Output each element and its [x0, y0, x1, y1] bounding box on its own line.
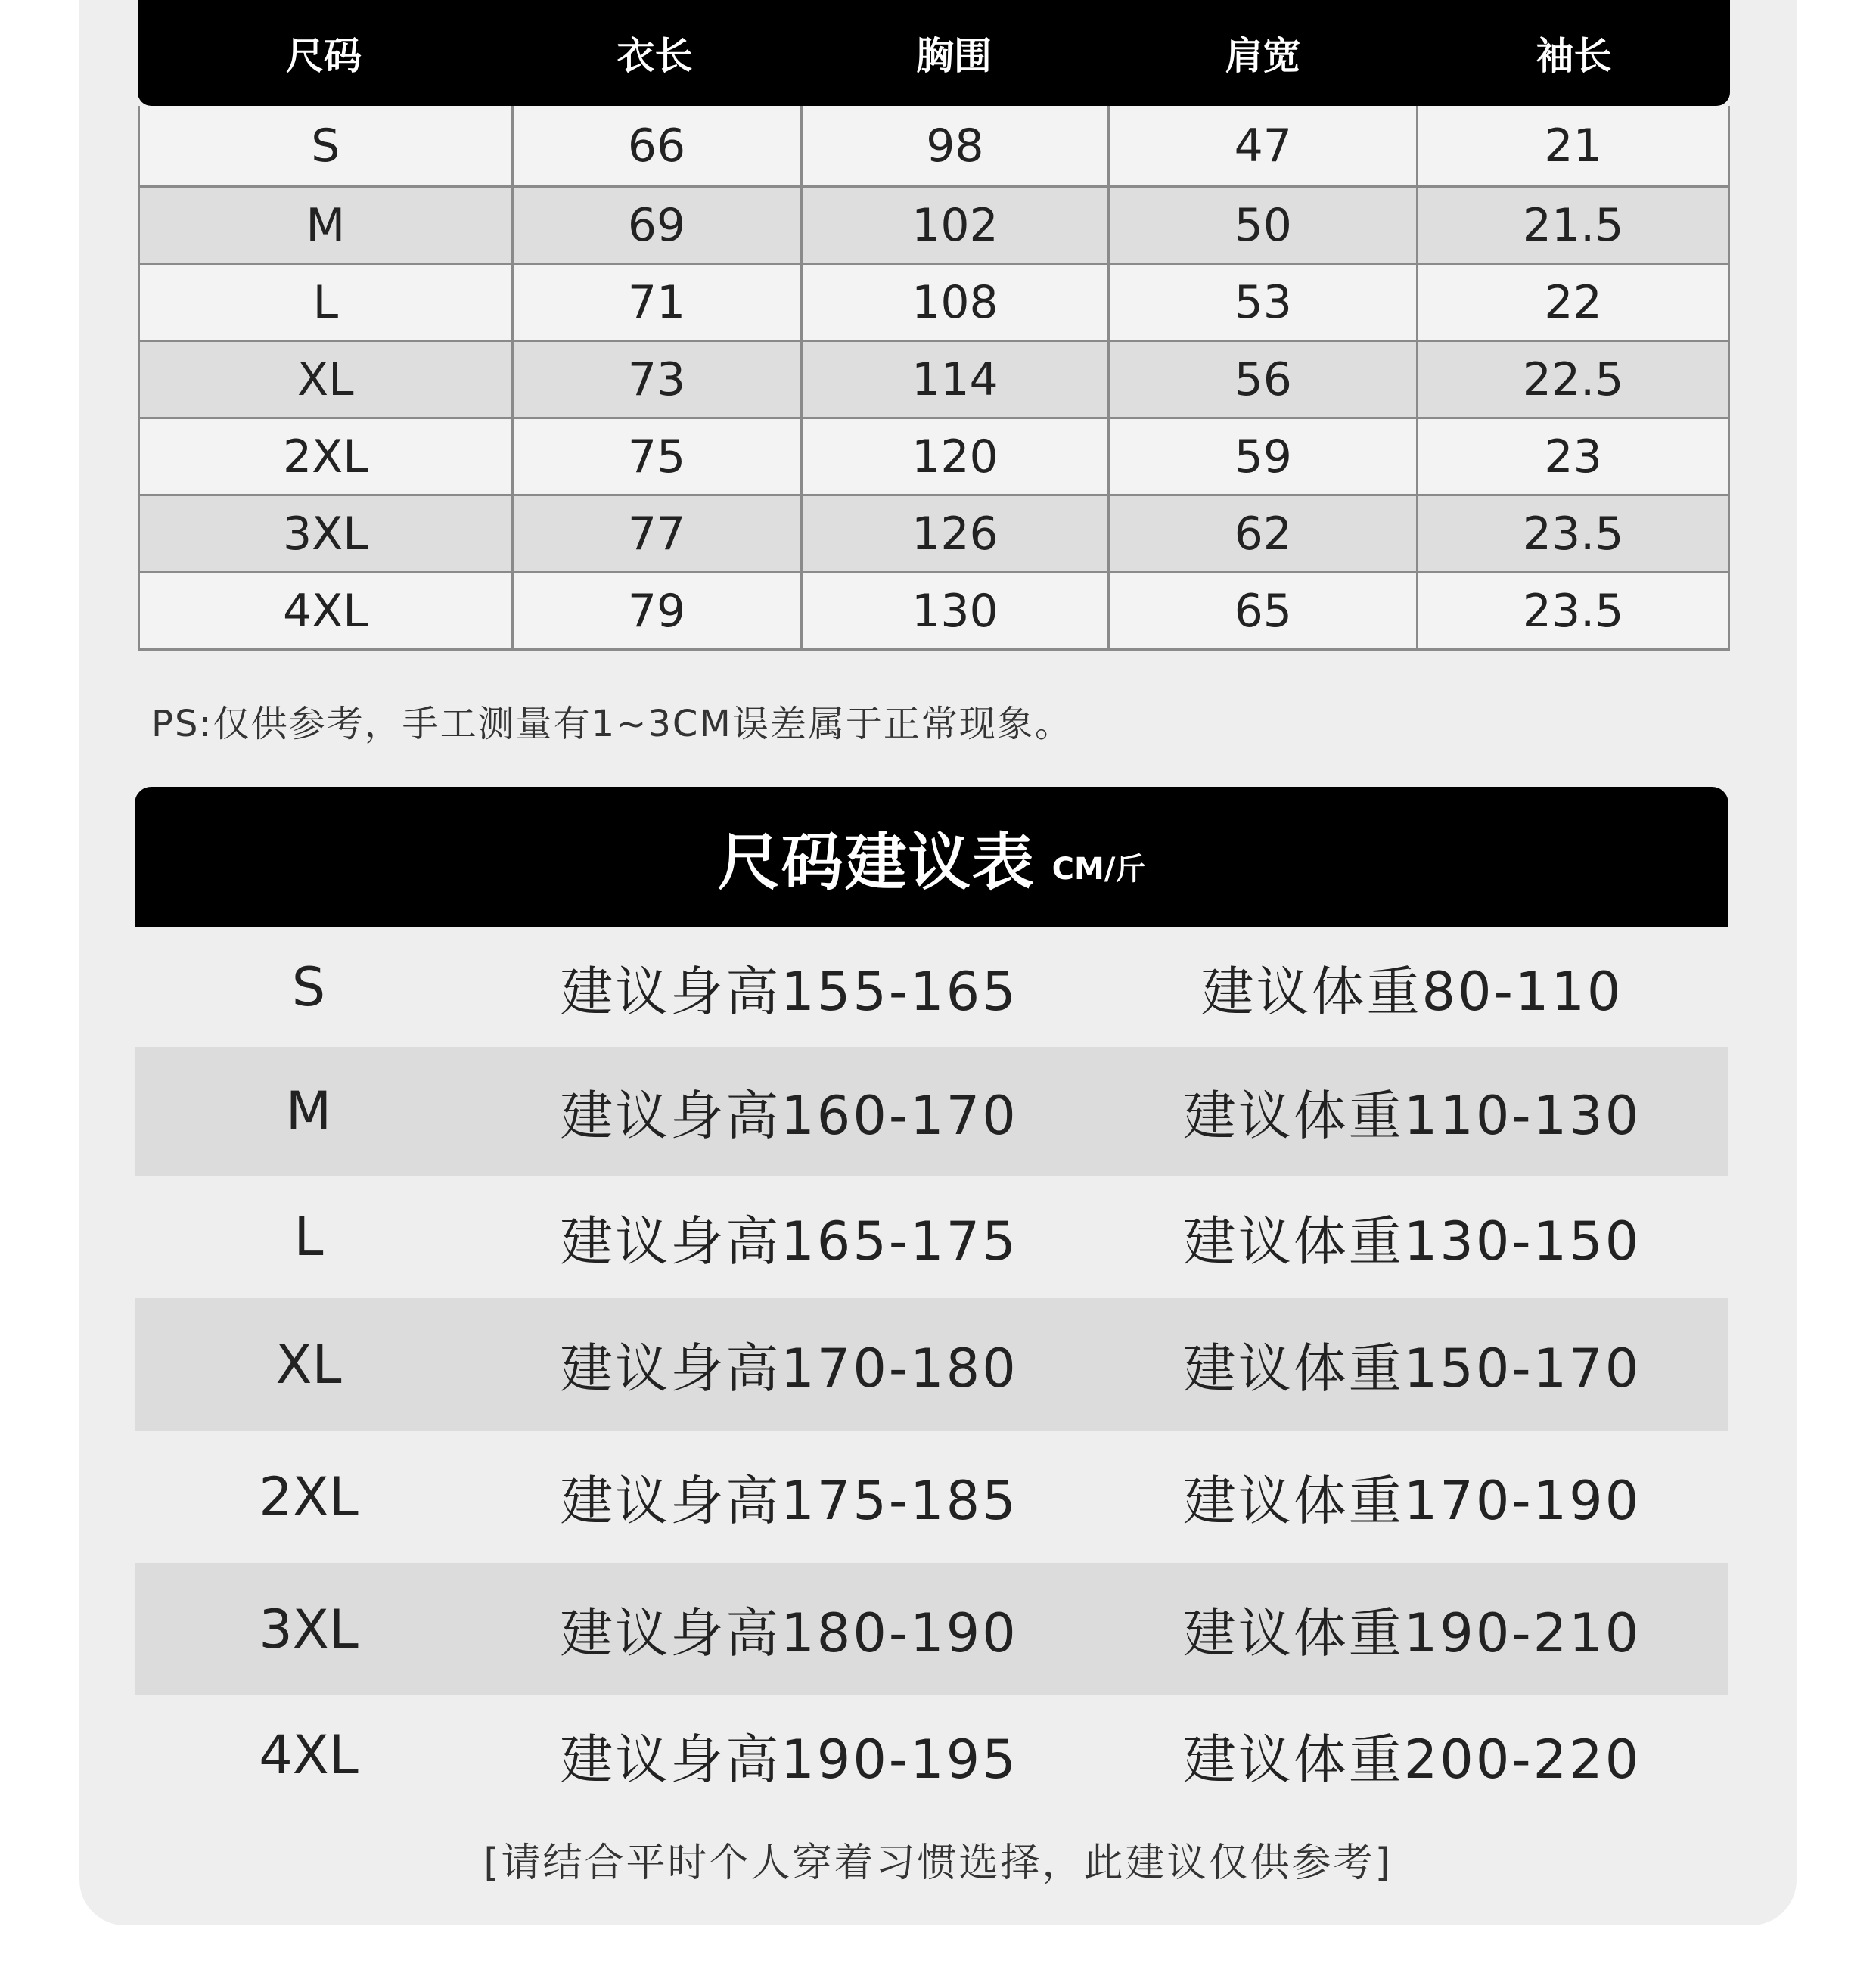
- rec-size: 2XL: [259, 1465, 359, 1528]
- cell-size: S: [311, 119, 340, 172]
- measurement-table-header: [138, 0, 1730, 106]
- cell-shoulder: 62: [1107, 496, 1416, 571]
- table-row: [140, 185, 1728, 263]
- recommendation-footer-note: [请结合平时个人穿着习惯选择，此建议仅供参考]: [483, 1841, 1393, 1886]
- rec-weight: 建议体重150-170: [1182, 1337, 1642, 1400]
- rec-weight: 建议体重170-190: [1182, 1470, 1642, 1532]
- header-sleeve: 袖长: [1536, 34, 1612, 78]
- rec-weight: 建议体重200-220: [1182, 1728, 1642, 1791]
- header-length: 衣长: [617, 34, 693, 78]
- cell-size: 4XL: [282, 584, 368, 638]
- cell-chest: 98: [800, 106, 1108, 185]
- rec-weight: 建议体重190-210: [1182, 1602, 1642, 1664]
- table-row: [140, 417, 1728, 494]
- rec-weight: 建议体重130-150: [1182, 1210, 1642, 1272]
- header-shoulder: 肩宽: [1225, 34, 1301, 78]
- header-chest: 胸围: [916, 34, 992, 78]
- cell-sleeve: 23: [1416, 419, 1728, 494]
- cell-chest: 126: [800, 496, 1108, 571]
- list-item: [135, 1047, 1728, 1176]
- header-size: 尺码: [286, 34, 362, 78]
- cell-sleeve: 23.5: [1416, 496, 1728, 571]
- recommendation-unit: CM/斤: [1051, 851, 1146, 887]
- rec-height: 建议身高170-180: [560, 1337, 1018, 1400]
- list-item: [135, 1695, 1728, 1815]
- cell-length: 75: [511, 419, 800, 494]
- cell-shoulder: 56: [1107, 342, 1416, 417]
- cell-length: 66: [511, 106, 800, 185]
- cell-size: L: [312, 275, 339, 329]
- rec-size: XL: [275, 1333, 342, 1396]
- cell-size: XL: [297, 353, 354, 406]
- rec-size: 4XL: [259, 1724, 359, 1786]
- cell-sleeve: 21: [1416, 106, 1728, 185]
- rec-size: M: [285, 1080, 332, 1142]
- measurement-table-body: [138, 106, 1730, 651]
- cell-length: 69: [511, 188, 800, 263]
- table-row: [140, 263, 1728, 340]
- cell-chest: 130: [800, 573, 1108, 648]
- recommendation-table-header: [135, 787, 1728, 927]
- cell-length: 73: [511, 342, 800, 417]
- list-item: [135, 1431, 1728, 1563]
- recommendation-table-body: [135, 927, 1728, 1815]
- table-row: [140, 494, 1728, 571]
- cell-sleeve: 21.5: [1416, 188, 1728, 263]
- rec-height: 建议身高180-190: [560, 1602, 1018, 1664]
- cell-shoulder: 53: [1107, 265, 1416, 340]
- size-measurement-table: [138, 0, 1730, 651]
- cell-shoulder: 59: [1107, 419, 1416, 494]
- cell-chest: 120: [800, 419, 1108, 494]
- cell-size: 3XL: [282, 507, 368, 561]
- table-row: [140, 106, 1728, 185]
- cell-size: 2XL: [282, 430, 368, 483]
- rec-height: 建议身高190-195: [560, 1728, 1018, 1791]
- cell-sleeve: 22: [1416, 265, 1728, 340]
- list-item: [135, 1563, 1728, 1695]
- cell-shoulder: 47: [1107, 106, 1416, 185]
- table-row: [140, 571, 1728, 648]
- list-item: [135, 1298, 1728, 1431]
- rec-size: 3XL: [259, 1598, 359, 1661]
- recommendation-title: 尺码建议表: [717, 826, 1036, 899]
- cell-sleeve: 22.5: [1416, 342, 1728, 417]
- cell-length: 77: [511, 496, 800, 571]
- cell-sleeve: 23.5: [1416, 573, 1728, 648]
- rec-height: 建议身高175-185: [560, 1470, 1018, 1532]
- cell-chest: 114: [800, 342, 1108, 417]
- measurement-note: PS:仅供参考，手工测量有1~3CM误差属于正常现象。: [151, 703, 1073, 745]
- rec-weight: 建议体重110-130: [1182, 1084, 1642, 1147]
- cell-chest: 102: [800, 188, 1108, 263]
- rec-size: S: [291, 956, 326, 1018]
- list-item: [135, 1176, 1728, 1298]
- list-item: [135, 927, 1728, 1047]
- cell-shoulder: 50: [1107, 188, 1416, 263]
- table-row: [140, 340, 1728, 417]
- cell-length: 71: [511, 265, 800, 340]
- rec-height: 建议身高165-175: [560, 1210, 1018, 1272]
- rec-weight: 建议体重80-110: [1200, 960, 1623, 1023]
- cell-chest: 108: [800, 265, 1108, 340]
- cell-length: 79: [511, 573, 800, 648]
- cell-size: M: [306, 198, 346, 252]
- rec-size: L: [294, 1206, 324, 1268]
- rec-height: 建议身高155-165: [560, 960, 1018, 1023]
- cell-shoulder: 65: [1107, 573, 1416, 648]
- rec-height: 建议身高160-170: [560, 1084, 1018, 1147]
